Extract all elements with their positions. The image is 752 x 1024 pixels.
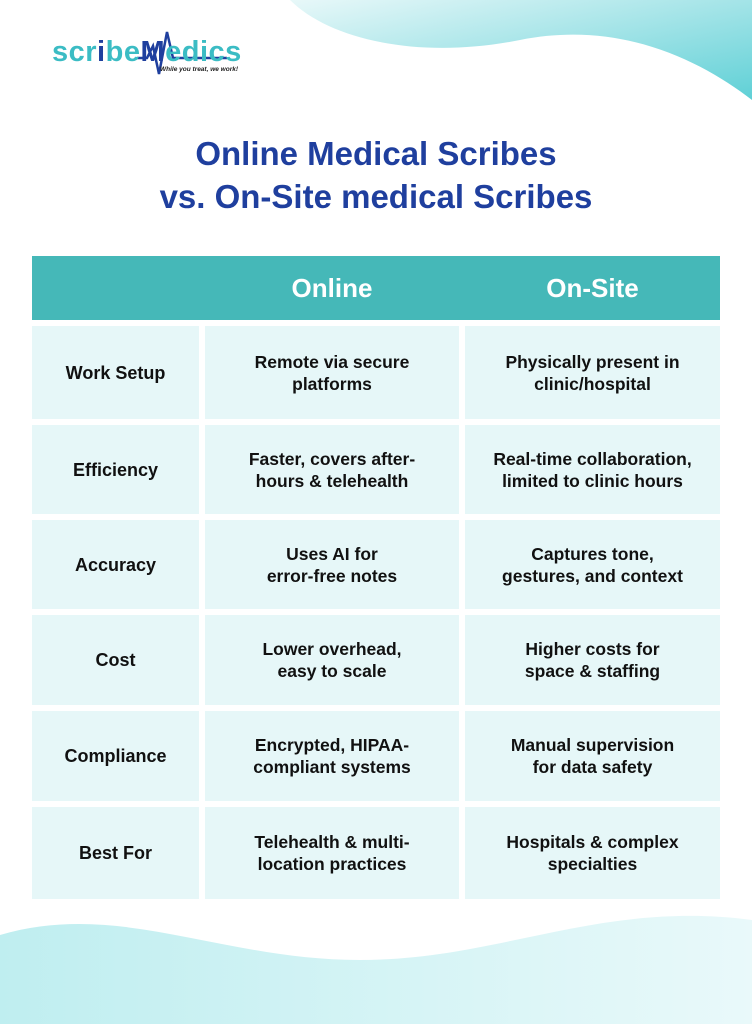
online-cell: Uses AI for error-free notes <box>205 520 459 609</box>
title-line-1: Online Medical Scribes <box>195 135 557 172</box>
onsite-cell: Manual supervision for data safety <box>465 711 720 801</box>
page-title <box>0 132 752 218</box>
online-cell: Lower overhead, easy to scale <box>205 615 459 705</box>
onsite-cell: Higher costs for space & staffing <box>465 615 720 705</box>
column-header-online: Online <box>291 273 373 303</box>
logo-wordmark: scribeMedics <box>52 36 242 68</box>
brand-logo <box>52 28 252 78</box>
row-label: Best For <box>32 807 199 899</box>
onsite-cell: Real-time collaboration, limited to clinic hours <box>465 425 720 514</box>
row-label: Work Setup <box>32 326 199 419</box>
online-cell: Remote via secure platforms <box>205 326 459 419</box>
online-cell: Telehealth & multi- location practices <box>205 807 459 899</box>
row-label: Efficiency <box>32 425 199 514</box>
row-label: Cost <box>32 615 199 705</box>
title-line-2: vs. On-Site medical Scribes <box>159 178 593 215</box>
row-label: Accuracy <box>32 520 199 609</box>
online-cell: Encrypted, HIPAA- compliant systems <box>205 711 459 801</box>
onsite-cell: Captures tone, gestures, and context <box>465 520 720 609</box>
online-cell: Faster, covers after- hours & telehealth <box>205 425 459 514</box>
table-header <box>32 256 720 320</box>
row-label: Compliance <box>32 711 199 801</box>
column-header-onsite: On-Site <box>546 273 639 303</box>
onsite-cell: Physically present in clinic/hospital <box>465 326 720 419</box>
logo-tagline: While you treat, we work! <box>160 66 239 73</box>
onsite-cell: Hospitals & complex specialties <box>465 807 720 899</box>
